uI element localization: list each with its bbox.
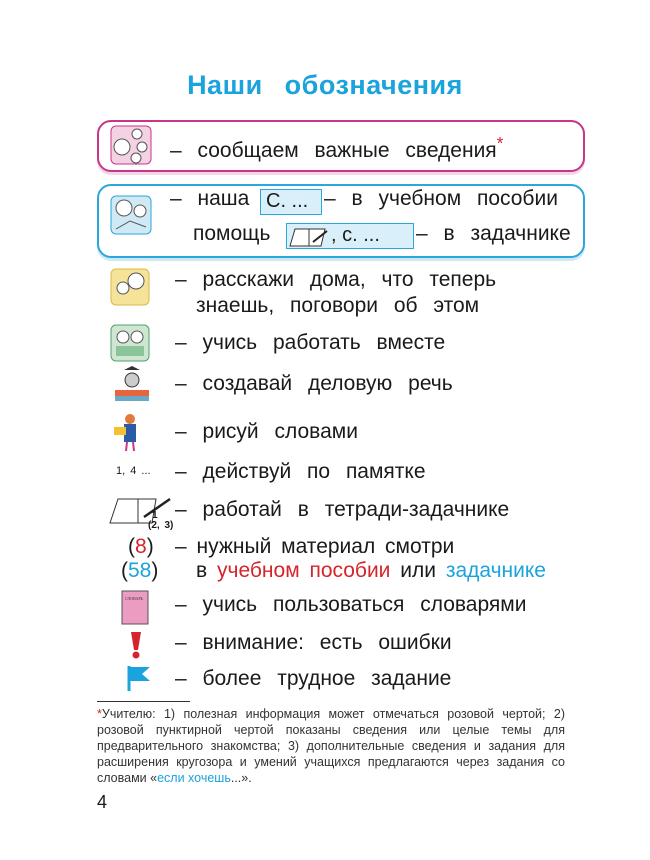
item-workbook: – работай в тетради-задачнике (175, 498, 510, 521)
page-title: Наши обозначения (187, 70, 463, 100)
textbook-page-marker: 8 (135, 535, 147, 558)
important-info-text: – сообщаем важные сведения* (170, 133, 504, 162)
item-tell-at-home-line2: знаешь, поговори об этом (196, 294, 480, 317)
workbook-small-icon (287, 226, 331, 248)
item-attention-errors: – внимание: есть ошибки (175, 631, 452, 654)
item-harder-task: – более трудное задание (175, 667, 452, 690)
girl-drawing-icon (112, 413, 148, 453)
item-follow-memo: – действуй по памятке (175, 460, 426, 483)
footnote-divider (97, 701, 190, 702)
memo-marker: 1, 4 ... (116, 465, 151, 477)
our-help-line-1: – наша (170, 187, 250, 210)
flag-icon (126, 664, 152, 692)
item-see-material-line2: в учебном пособии или задачнике (196, 559, 546, 582)
workbook-task-subnumbers: (2, 3) (148, 520, 174, 531)
item-work-together: – учись работать вместе (175, 331, 446, 354)
pair-work-icon (110, 324, 150, 362)
textbook-ref-box: С. ... (260, 189, 322, 215)
item-see-material: – нужный материал смотри (175, 535, 455, 558)
workbook-page-marker: 58 (128, 559, 152, 582)
item-draw-with-words: – рисуй словами (175, 420, 358, 443)
workbook-ref-box: , с. ... (286, 223, 414, 249)
item-use-dictionaries: – учись пользоваться словарями (175, 593, 527, 616)
page-number: 4 (97, 792, 108, 812)
exclamation-icon (128, 630, 144, 660)
workbook-suffix: – в задачнике (416, 222, 571, 245)
item-business-speech: – создавай деловую речь (175, 372, 453, 395)
svg-text:СЛОВАРЬ: СЛОВАРЬ (125, 596, 143, 601)
parent-child-icon (110, 268, 150, 306)
item-tell-at-home: – расскажи дома, что теперь (175, 268, 497, 291)
mother-child-reading-icon (110, 195, 152, 235)
textbook-suffix: – в учебном пособии (324, 187, 558, 210)
owl-book-icon (112, 366, 152, 404)
faces-icon (110, 125, 152, 165)
our-help-line-2: помощь (193, 222, 271, 245)
dictionary-icon (121, 590, 151, 626)
workbook-task-number: 1 (152, 510, 158, 521)
footnote: *Учителю: 1) полезная информация может отмечаться розовой чертой; 2) розовой пунктирной чертой показаны сведения или целые темы для предварительного знакомства; 3) дополнительные сведения и задания для расширения кругозора и умений учащихся предлагаются через задания со словами «если хочешь...». (97, 707, 565, 785)
